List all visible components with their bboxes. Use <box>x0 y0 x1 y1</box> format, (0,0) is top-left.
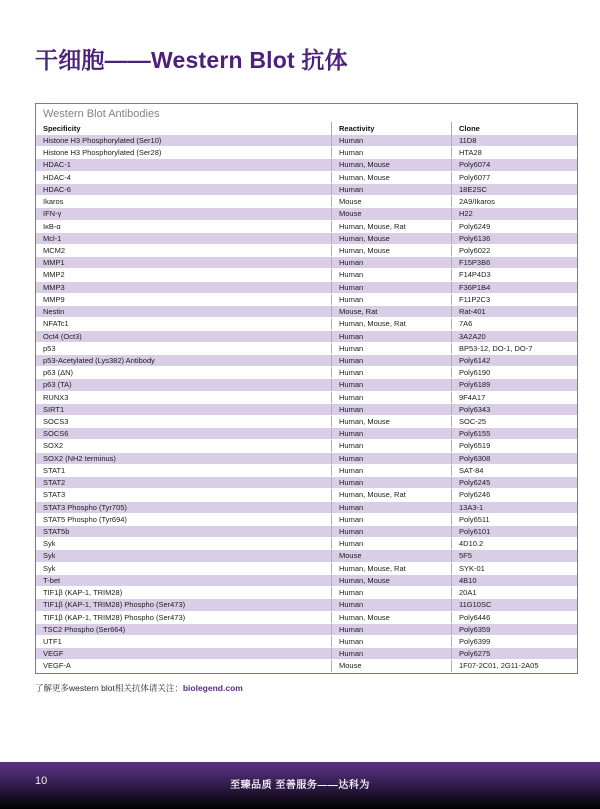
table-row <box>36 563 577 575</box>
table-row <box>36 550 577 562</box>
cell-clone: 1F07-2C01, 2G11-2A05 <box>451 660 577 671</box>
cell-specificity: HDAC-6 <box>43 184 71 194</box>
cell-clone: 18E2SC <box>451 184 577 195</box>
cell-clone: Poly6511 <box>451 514 577 525</box>
table-row <box>36 318 577 330</box>
cell-reactivity: Human <box>331 282 451 293</box>
table-row <box>36 587 577 599</box>
cell-clone: F14P4D3 <box>451 269 577 280</box>
cell-specificity: TSC2 Phospho (Ser664) <box>43 624 126 634</box>
cell-specificity: MMP1 <box>43 258 65 268</box>
cell-reactivity: Human <box>331 587 451 598</box>
column-header-specificity: Specificity <box>43 124 81 133</box>
cell-specificity: VEGF-A <box>43 661 71 671</box>
cell-clone: F15P3B6 <box>451 257 577 268</box>
cell-specificity: MCM2 <box>43 245 66 255</box>
table-title: Western Blot Antibodies <box>43 108 160 120</box>
cell-specificity: SOCS6 <box>43 429 69 439</box>
cell-clone: 4B10 <box>451 575 577 586</box>
cell-specificity: TIF1β (KAP-1, TRIM28) Phospho (Ser473) <box>43 612 186 622</box>
cell-specificity: HDAC-1 <box>43 160 71 170</box>
cell-clone: F36P1B4 <box>451 282 577 293</box>
cell-specificity: TIF1β (KAP-1, TRIM28) Phospho (Ser473) <box>43 600 186 610</box>
cell-specificity: STAT2 <box>43 478 66 488</box>
cell-reactivity: Human, Mouse, Rat <box>331 563 451 574</box>
table-row <box>36 538 577 550</box>
table-row <box>36 392 577 404</box>
table-row <box>36 465 577 477</box>
cell-reactivity: Human <box>331 379 451 390</box>
table-row <box>36 331 577 343</box>
table-row <box>36 184 577 196</box>
cell-clone: Poly6246 <box>451 489 577 500</box>
cell-specificity: STAT5 Phospho (Tyr694) <box>43 514 127 524</box>
cell-specificity: UTF1 <box>43 636 62 646</box>
cell-reactivity: Human <box>331 294 451 305</box>
table-row <box>36 172 577 184</box>
cell-clone: Poly6155 <box>451 428 577 439</box>
cell-reactivity: Human <box>331 343 451 354</box>
cell-reactivity: Human <box>331 184 451 195</box>
cell-reactivity: Human <box>331 135 451 146</box>
page-title: 干细胞——Western Blot 抗体 <box>35 47 348 73</box>
cell-clone: BP53-12, DO-1, DO-7 <box>451 343 577 354</box>
cell-clone: SAT-84 <box>451 465 577 476</box>
cell-specificity: SOX2 (NH2 terminus) <box>43 453 116 463</box>
cell-reactivity: Human, Mouse <box>331 612 451 623</box>
table-row <box>36 355 577 367</box>
cell-specificity: p53-Acetylated (Lys382) Antibody <box>43 355 155 365</box>
cell-clone: 7A6 <box>451 318 577 329</box>
table-row <box>36 404 577 416</box>
cell-clone: Poly6519 <box>451 440 577 451</box>
cell-clone: H22 <box>451 208 577 219</box>
cell-specificity: TIF1β (KAP-1, TRIM28) <box>43 588 123 598</box>
footnote <box>35 682 243 694</box>
cell-reactivity: Human, Mouse, Rat <box>331 318 451 329</box>
cell-specificity: Syk <box>43 551 56 561</box>
cell-specificity: STAT3 Phospho (Tyr705) <box>43 502 127 512</box>
cell-clone: 13A3-1 <box>451 502 577 513</box>
cell-reactivity: Mouse, Rat <box>331 306 451 317</box>
footer-bar <box>0 762 600 809</box>
cell-clone: Poly6189 <box>451 379 577 390</box>
table-row <box>36 294 577 306</box>
table-header-row <box>36 122 577 135</box>
cell-specificity: p53 <box>43 343 56 353</box>
cell-specificity: Histone H3 Phosphorylated (Ser10) <box>43 136 162 145</box>
cell-specificity: p63 (TA) <box>43 380 72 390</box>
antibody-table <box>35 103 578 674</box>
cell-clone: 3A2A20 <box>451 331 577 342</box>
cell-clone: Rat-401 <box>451 306 577 317</box>
table-row <box>36 245 577 257</box>
cell-clone: 9F4A17 <box>451 392 577 403</box>
cell-reactivity: Human, Mouse <box>331 233 451 244</box>
table-row <box>36 502 577 514</box>
cell-clone: Poly6249 <box>451 221 577 232</box>
cell-reactivity: Human <box>331 257 451 268</box>
biolegend-link[interactable]: biolegend.com <box>182 683 243 693</box>
cell-reactivity: Human, Mouse <box>331 245 451 256</box>
cell-clone: SOC-25 <box>451 416 577 427</box>
table-row <box>36 416 577 428</box>
cell-reactivity: Human, Mouse, Rat <box>331 489 451 500</box>
cell-specificity: Syk <box>43 539 56 549</box>
cell-specificity: STAT5b <box>43 527 70 536</box>
cell-reactivity: Human <box>331 477 451 488</box>
cell-reactivity: Human <box>331 648 451 659</box>
cell-reactivity: Human <box>331 526 451 537</box>
cell-specificity: VEGF <box>43 649 64 659</box>
table-body <box>36 135 577 673</box>
cell-clone: Poly6136 <box>451 233 577 244</box>
cell-specificity: HDAC-4 <box>43 172 71 182</box>
cell-clone: 11G10SC <box>451 599 577 610</box>
cell-reactivity: Human <box>331 147 451 158</box>
cell-clone: Poly6190 <box>451 367 577 378</box>
cell-reactivity: Human <box>331 538 451 549</box>
cell-reactivity: Human, Mouse <box>331 159 451 170</box>
cell-specificity: RUNX3 <box>43 392 69 402</box>
cell-specificity: Ikaros <box>43 197 64 207</box>
cell-reactivity: Human <box>331 465 451 476</box>
table-row <box>36 196 577 208</box>
cell-reactivity: Mouse <box>331 550 451 561</box>
cell-specificity: SIRT1 <box>43 404 65 414</box>
cell-clone: Poly6022 <box>451 245 577 256</box>
table-row <box>36 575 577 587</box>
cell-specificity: STAT1 <box>43 465 66 475</box>
cell-specificity: STAT3 <box>43 490 66 500</box>
cell-specificity: IFN-γ <box>43 209 62 219</box>
table-row <box>36 428 577 440</box>
footnote-text: 了解更多western blot相关抗体请关注： <box>35 683 183 693</box>
cell-reactivity: Human <box>331 428 451 439</box>
table-row <box>36 599 577 611</box>
table-row <box>36 147 577 159</box>
cell-clone: 4D10.2 <box>451 538 577 549</box>
cell-clone: 11D8 <box>451 135 577 146</box>
cell-reactivity: Human <box>331 392 451 403</box>
table-row <box>36 648 577 660</box>
cell-clone: SYK-01 <box>451 563 577 574</box>
table-row <box>36 526 577 538</box>
cell-clone: 2A9/Ikaros <box>451 196 577 207</box>
cell-clone: HTA28 <box>451 147 577 158</box>
cell-clone: Poly6343 <box>451 404 577 415</box>
cell-specificity: SOCS3 <box>43 417 69 427</box>
cell-reactivity: Human <box>331 269 451 280</box>
table-row <box>36 379 577 391</box>
table-row <box>36 282 577 294</box>
cell-clone: 20A1 <box>451 587 577 598</box>
table-row <box>36 135 577 147</box>
cell-reactivity: Mouse <box>331 660 451 671</box>
table-row <box>36 440 577 452</box>
cell-specificity: MMP3 <box>43 282 65 292</box>
cell-specificity: Nestin <box>43 307 65 317</box>
table-row <box>36 477 577 489</box>
cell-clone: Poly6101 <box>451 526 577 537</box>
cell-clone: Poly6446 <box>451 612 577 623</box>
cell-reactivity: Human <box>331 440 451 451</box>
cell-reactivity: Human <box>331 355 451 366</box>
cell-specificity: Syk <box>43 563 56 573</box>
cell-reactivity: Human <box>331 514 451 525</box>
table-row <box>36 514 577 526</box>
cell-specificity: Oct4 (Oct3) <box>43 331 82 341</box>
table-row <box>36 221 577 233</box>
table-row <box>36 269 577 281</box>
cell-specificity: Mcl-1 <box>43 233 62 243</box>
cell-clone: Poly6399 <box>451 636 577 647</box>
cell-reactivity: Human, Mouse, Rat <box>331 221 451 232</box>
table-row <box>36 233 577 245</box>
cell-reactivity: Human <box>331 599 451 610</box>
cell-specificity: Histone H3 Phosphorylated (Ser28) <box>43 148 162 158</box>
table-row <box>36 159 577 171</box>
cell-reactivity: Mouse <box>331 208 451 219</box>
table-row <box>36 612 577 624</box>
cell-reactivity: Human, Mouse <box>331 172 451 183</box>
table-row <box>36 257 577 269</box>
cell-reactivity: Human <box>331 404 451 415</box>
cell-specificity: MMP2 <box>43 270 65 280</box>
table-row <box>36 306 577 318</box>
cell-clone: Poly6308 <box>451 453 577 464</box>
cell-specificity: T-bet <box>43 575 61 585</box>
table-row <box>36 489 577 501</box>
cell-clone: 5F5 <box>451 550 577 561</box>
cell-specificity: p63 (ΔN) <box>43 368 74 378</box>
cell-reactivity: Mouse <box>331 196 451 207</box>
column-header-reactivity: Reactivity <box>331 122 451 135</box>
table-row <box>36 453 577 465</box>
cell-reactivity: Human <box>331 636 451 647</box>
cell-reactivity: Human, Mouse <box>331 416 451 427</box>
cell-reactivity: Human <box>331 331 451 342</box>
cell-clone: Poly6074 <box>451 159 577 170</box>
cell-reactivity: Human <box>331 502 451 513</box>
column-header-clone: Clone <box>451 122 577 135</box>
cell-specificity: MMP9 <box>43 294 65 304</box>
cell-clone: Poly6275 <box>451 648 577 659</box>
cell-specificity: SOX2 <box>43 441 64 451</box>
table-row <box>36 367 577 379</box>
cell-reactivity: Human, Mouse <box>331 575 451 586</box>
cell-specificity: IκB-α <box>43 221 61 231</box>
page-number: 10 <box>35 775 48 787</box>
cell-reactivity: Human <box>331 367 451 378</box>
cell-reactivity: Human <box>331 453 451 464</box>
table-row <box>36 343 577 355</box>
cell-clone: Poly6245 <box>451 477 577 488</box>
cell-specificity: NFATc1 <box>43 319 69 329</box>
cell-clone: F11P2C3 <box>451 294 577 305</box>
table-row <box>36 636 577 648</box>
cell-reactivity: Human <box>331 624 451 635</box>
table-row <box>36 208 577 220</box>
cell-clone: Poly6077 <box>451 172 577 183</box>
cell-clone: Poly6359 <box>451 624 577 635</box>
footer-slogan: 至臻品质 至善服务——达科为 <box>230 780 370 791</box>
table-row <box>36 660 577 672</box>
cell-clone: Poly6142 <box>451 355 577 366</box>
table-row <box>36 624 577 636</box>
